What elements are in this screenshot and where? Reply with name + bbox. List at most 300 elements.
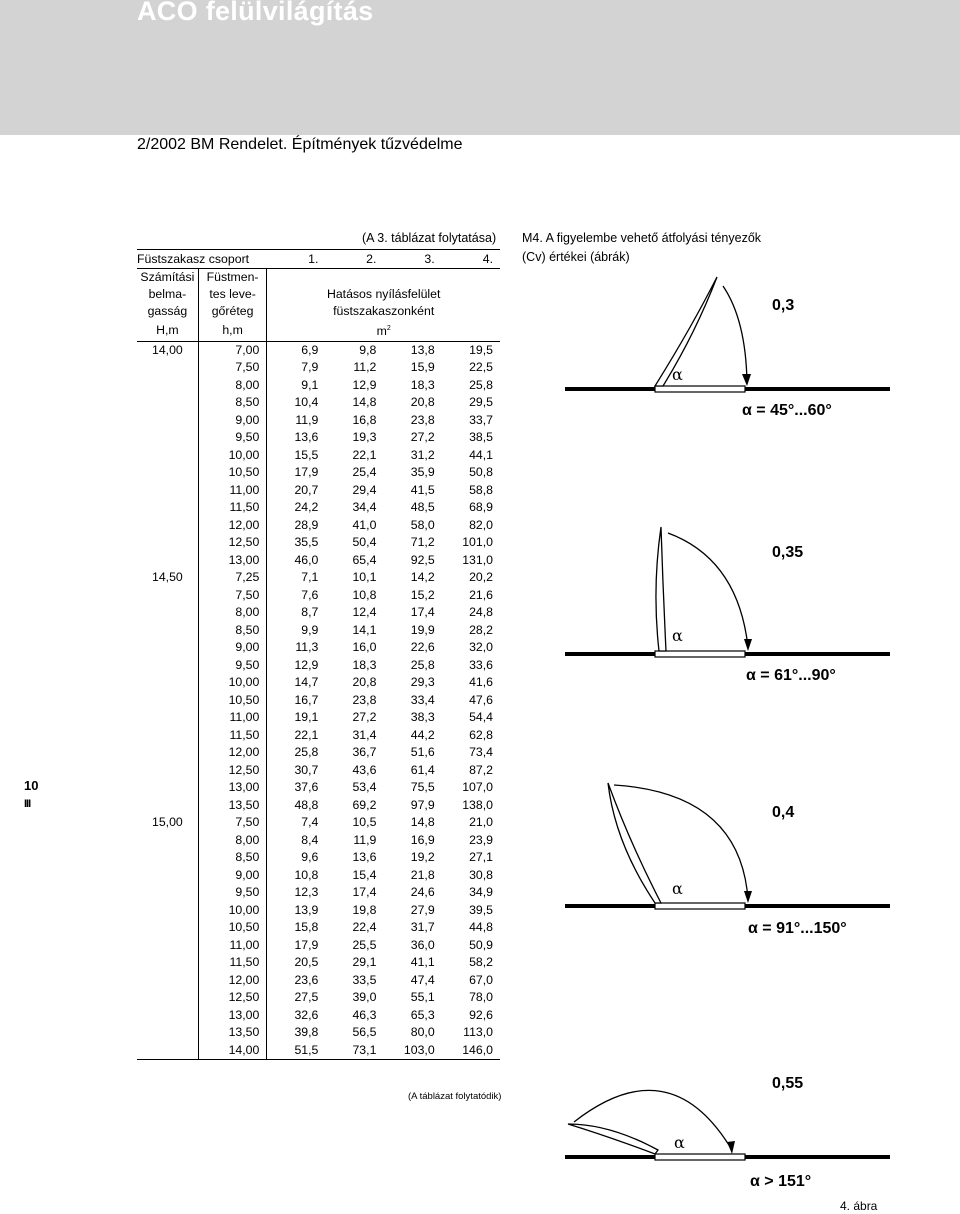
alpha-symbol: α — [674, 1133, 685, 1152]
page-subtitle: 2/2002 BM Rendelet. Építmények tűzvédelme — [137, 136, 463, 153]
area-cell-group-3: 47,4 — [410, 972, 435, 987]
area-cell-group-3: 29,3 — [410, 675, 435, 689]
open-flap — [608, 783, 661, 903]
area-cell-group-1: 10,4 — [294, 395, 319, 409]
table-row — [137, 814, 500, 832]
area-cell-group-1: 27,5 — [294, 990, 319, 1004]
group-header-2: 2. — [325, 250, 383, 269]
table-header-row — [137, 269, 500, 287]
height-cell — [137, 377, 198, 395]
area-cell-group-2: 12,4 — [352, 605, 377, 619]
height-cell — [137, 884, 198, 902]
layer-cell: 9,00 — [198, 639, 267, 657]
angle-range: α = 45°...60° — [742, 402, 832, 419]
area-cell-group-2: 11,2 — [353, 360, 377, 374]
layer-cell: 7,25 — [198, 569, 267, 587]
height-cell — [137, 412, 198, 430]
table-row — [137, 902, 500, 920]
skylight-frame — [655, 386, 745, 392]
height-cell — [137, 517, 198, 535]
area-cell-group-2: 34,4 — [352, 500, 377, 514]
cv-value: 0,4 — [772, 804, 795, 821]
layer-cell: 11,50 — [198, 727, 267, 745]
area-cell-group-4: 41,6 — [469, 675, 493, 689]
area-cell-group-4: 87,2 — [469, 762, 493, 777]
area-cell-group-2: 12,9 — [352, 377, 377, 392]
table-row — [137, 762, 500, 780]
area-cell-group-3: 24,6 — [410, 885, 435, 899]
layer-cell: 10,00 — [198, 674, 267, 692]
col-h-layer-header: Füstmen- — [198, 269, 267, 287]
area-cell-group-1: 30,7 — [294, 762, 319, 777]
table-row — [137, 429, 500, 447]
area-cell-group-3: 17,4 — [410, 605, 435, 619]
layer-cell: 10,00 — [198, 447, 267, 465]
table-row — [137, 674, 500, 692]
area-cell-group-2: 10,8 — [352, 587, 377, 602]
area-cell-group-4: 38,5 — [469, 430, 493, 444]
page-title: ACO felülvilágítás — [137, 0, 374, 26]
height-cell — [137, 954, 198, 972]
area-cell-group-3: 44,2 — [410, 727, 435, 742]
area-cell-group-1: 19,1 — [294, 710, 319, 724]
area-cell-group-3: 19,9 — [410, 622, 435, 637]
area-cell-group-2: 10,1 — [352, 570, 377, 584]
layer-cell: 9,50 — [198, 429, 267, 447]
group-header-4: 4. — [442, 250, 500, 269]
area-cell-group-3: 48,5 — [410, 500, 435, 514]
layer-cell: 9,50 — [198, 657, 267, 675]
cv-value: 0,55 — [772, 1075, 804, 1092]
area-cell-group-1: 9,9 — [301, 622, 319, 637]
angle-range: α = 91°...150° — [748, 920, 847, 937]
area-cell-group-4: 21,0 — [469, 815, 493, 829]
area-cell-group-4: 39,5 — [469, 902, 493, 917]
area-cell-group-3: 36,0 — [410, 937, 435, 952]
height-cell — [137, 937, 198, 955]
area-cell-group-4: 47,6 — [469, 692, 493, 707]
angle-arc — [723, 286, 747, 383]
table-row — [137, 639, 500, 657]
area-cell-group-2: 41,0 — [352, 517, 377, 532]
cv-value: 0,3 — [772, 297, 795, 314]
area-cell-group-3: 65,3 — [410, 1007, 435, 1022]
table-row — [137, 692, 500, 710]
area-cell-group-2: 31,4 — [352, 727, 377, 742]
table-row — [137, 517, 500, 535]
area-cell-group-2: 16,0 — [352, 640, 377, 654]
table-group-row — [137, 250, 500, 269]
table-row — [137, 604, 500, 622]
height-cell — [137, 429, 198, 447]
area-cell-group-1: 13,6 — [294, 430, 319, 444]
table-header-row: H,m h,m $m^2$ — [137, 320, 500, 341]
table-header-row: belma- tes leve- Hatásos nyílásfelület — [137, 286, 500, 303]
area-cell-group-2: 29,1 — [352, 955, 377, 969]
table-caption-bottom: (A táblázat folytatódik) — [408, 1091, 502, 1102]
layer-cell: 10,00 — [198, 902, 267, 920]
skylight-frame — [655, 651, 745, 657]
area-cell-group-1: 20,7 — [294, 482, 319, 497]
height-cell — [137, 1007, 198, 1025]
area-cell-group-1: 9,6 — [301, 850, 319, 864]
area-cell-group-4: 58,8 — [469, 482, 493, 497]
layer-cell: 13,00 — [198, 552, 267, 570]
layer-cell: 7,50 — [198, 359, 267, 377]
table-row — [137, 744, 500, 762]
area-cell-group-4: 68,9 — [469, 500, 493, 514]
table-row — [137, 832, 500, 850]
height-cell — [137, 727, 198, 745]
layer-cell: 9,00 — [198, 412, 267, 430]
area-cell-group-3: 16,9 — [410, 832, 435, 847]
area-cell-group-4: 44,1 — [469, 447, 493, 462]
area-cell-group-1: 35,5 — [294, 535, 319, 549]
area-cell-group-1: 8,7 — [301, 605, 319, 619]
area-cell-group-4: 54,4 — [469, 710, 493, 724]
area-cell-group-2: 22,4 — [352, 920, 377, 934]
area-cell-group-2: 73,1 — [325, 1042, 383, 1060]
area-cell-group-2: 18,3 — [352, 657, 377, 672]
layer-cell: 12,00 — [198, 744, 267, 762]
area-cell-group-4: 24,8 — [469, 605, 493, 619]
height-cell — [137, 587, 198, 605]
height-cell — [137, 1042, 198, 1060]
area-cell-group-4: 32,0 — [469, 640, 493, 654]
layer-cell: 14,00 — [198, 1042, 267, 1060]
layer-cell: 12,50 — [198, 534, 267, 552]
open-flap — [656, 527, 666, 651]
area-cell-group-3: 41,1 — [410, 955, 435, 969]
area-cell-group-4: 50,8 — [469, 465, 493, 479]
table-row — [137, 884, 500, 902]
area-cell-group-4: 44,8 — [469, 920, 493, 934]
layer-cell: 12,50 — [198, 989, 267, 1007]
area-cell-group-2: 10,5 — [352, 815, 377, 829]
area-cell-group-3: 18,3 — [410, 377, 435, 392]
unit-label: m — [376, 324, 387, 339]
table-header-row: gasság gőréteg füstszakaszonként — [137, 303, 500, 320]
area-cell-group-3: 25,8 — [410, 657, 435, 672]
figure-heading-sub: (Cv) értékei (ábrák) — [522, 250, 630, 264]
height-cell — [137, 552, 198, 570]
area-cell-group-3: 23,8 — [410, 412, 435, 427]
area-cell-group-2: 27,2 — [352, 710, 377, 724]
area-cell-group-2: 16,8 — [352, 412, 377, 427]
height-cell — [137, 779, 198, 797]
area-cell-group-4: 62,8 — [469, 727, 493, 742]
area-cell-group-2: 13,6 — [352, 850, 377, 864]
height-cell — [137, 359, 198, 377]
area-cell-group-4: 22,5 — [469, 360, 493, 374]
area-cell-group-1: 8,4 — [301, 832, 319, 847]
area-cell-group-2: 15,4 — [352, 867, 377, 882]
area-cell-group-3: 21,8 — [410, 867, 435, 882]
area-cell-group-2: 50,4 — [352, 535, 377, 549]
area-cell-group-4: 23,9 — [469, 832, 493, 847]
area-cell-group-2: 69,2 — [352, 797, 377, 812]
table-row — [137, 394, 500, 412]
area-cell-group-2: 22,1 — [352, 447, 377, 462]
height-cell — [137, 482, 198, 500]
alpha-symbol: α — [672, 626, 683, 645]
area-cell-group-1: 6,9 — [267, 341, 326, 359]
area-cell-group-4: 30,8 — [469, 867, 493, 882]
area-cell-group-2: 65,4 — [352, 552, 377, 567]
alpha-symbol: α — [672, 879, 683, 898]
area-cell-group-4: 33,6 — [469, 657, 493, 672]
area-cell-group-2: 36,7 — [352, 745, 377, 759]
area-cell-group-1: 15,8 — [294, 920, 319, 934]
layer-cell: 11,00 — [198, 709, 267, 727]
layer-cell: 7,50 — [198, 587, 267, 605]
area-cell-group-4: 20,2 — [469, 570, 493, 584]
area-cell-group-2: 56,5 — [352, 1025, 377, 1039]
area-cell-group-4: 29,5 — [469, 395, 493, 409]
area-cell-group-1: 17,9 — [294, 465, 319, 479]
layer-cell: 10,50 — [198, 464, 267, 482]
height-cell — [137, 744, 198, 762]
table-row — [137, 622, 500, 640]
area-cell-group-3: 14,8 — [410, 815, 435, 829]
area-cell-group-4: 58,2 — [469, 955, 493, 969]
area-cell-group-1: 15,5 — [294, 447, 319, 462]
area-cell-group-1: 46,0 — [294, 552, 319, 567]
area-cell-group-1: 7,6 — [301, 587, 319, 602]
table-row — [137, 989, 500, 1007]
area-cell-group-1: 16,7 — [294, 692, 319, 707]
table-row — [137, 587, 500, 605]
area-cell-group-3: 97,9 — [410, 797, 435, 812]
area-cell-group-1: 23,6 — [294, 972, 319, 987]
area-cell-group-2: 43,6 — [352, 762, 377, 777]
table-row — [137, 954, 500, 972]
area-cell-group-1: 17,9 — [294, 937, 319, 952]
area-cell-group-3: 27,9 — [410, 902, 435, 917]
height-cell — [137, 499, 198, 517]
angle-arc — [574, 1090, 732, 1150]
area-cell-group-1: 9,1 — [301, 377, 319, 392]
height-cell — [137, 797, 198, 815]
area-cell-group-3: 13,8 — [383, 341, 441, 359]
table-row — [137, 464, 500, 482]
table-row — [137, 552, 500, 570]
area-cell-group-4: 19,5 — [442, 341, 500, 359]
area-cell-group-3: 35,9 — [410, 465, 435, 479]
height-cell — [137, 394, 198, 412]
area-cell-group-3: 41,5 — [410, 482, 435, 497]
layer-cell: 7,50 — [198, 814, 267, 832]
area-cell-group-2: 19,3 — [352, 430, 377, 444]
height-cell — [137, 639, 198, 657]
area-cell-group-3: 58,0 — [410, 517, 435, 532]
area-cell-group-2: 29,4 — [352, 482, 377, 497]
table-row — [137, 797, 500, 815]
height-cell — [137, 832, 198, 850]
layer-cell: 13,00 — [198, 779, 267, 797]
area-cell-group-1: 32,6 — [294, 1007, 319, 1022]
unit-superscript: 2 — [386, 325, 391, 333]
area-cell-group-4: 92,6 — [469, 1007, 493, 1022]
area-cell-group-4: 101,0 — [462, 535, 493, 549]
height-cell — [137, 604, 198, 622]
area-cell-group-4: 50,9 — [469, 937, 493, 952]
area-cell-group-1: 20,5 — [294, 955, 319, 969]
table-row — [137, 1042, 500, 1060]
area-cell-group-1: 14,7 — [294, 675, 319, 689]
angle-range: α > 151° — [750, 1173, 812, 1190]
area-cell-group-1: 10,8 — [294, 867, 319, 882]
area-cell-group-2: 14,8 — [352, 395, 377, 409]
height-cell: 15,00 — [137, 814, 198, 832]
open-flap — [568, 1124, 658, 1154]
layer-cell: 12,00 — [198, 972, 267, 990]
layer-cell: 9,00 — [198, 867, 267, 885]
area-cell-group-3: 103,0 — [383, 1042, 441, 1060]
area-cell-group-4: 146,0 — [442, 1042, 500, 1060]
layer-cell: 11,50 — [198, 954, 267, 972]
table-row — [137, 447, 500, 465]
arrow-head — [727, 1141, 735, 1154]
area-cell-group-2: 11,9 — [353, 832, 377, 847]
area-cell-group-4: 131,0 — [462, 552, 493, 567]
area-cell-group-3: 14,2 — [410, 570, 435, 584]
area-cell-group-1: 12,3 — [294, 885, 319, 899]
height-cell — [137, 919, 198, 937]
area-cell-group-4: 67,0 — [469, 972, 493, 987]
diagram-2 — [560, 773, 900, 943]
layer-cell: 8,50 — [198, 394, 267, 412]
area-cell-group-4: 107,0 — [462, 780, 493, 794]
skylight-frame — [655, 903, 745, 909]
area-cell-group-3: 92,5 — [410, 552, 435, 567]
alpha-symbol: α — [672, 365, 683, 384]
layer-cell: 11,00 — [198, 482, 267, 500]
table-row — [137, 569, 500, 587]
angle-range: α = 61°...90° — [746, 667, 836, 684]
area-cell-group-4: 113,0 — [463, 1025, 493, 1039]
layer-cell: 12,00 — [198, 517, 267, 535]
area-cell-group-4: 82,0 — [469, 517, 493, 532]
area-cell-group-3: 20,8 — [410, 395, 435, 409]
area-cell-group-3: 27,2 — [410, 430, 435, 444]
area-cell-group-3: 71,2 — [410, 535, 435, 549]
table-caption-top: (A 3. táblázat folytatása) — [362, 231, 497, 245]
group-header-3: 3. — [383, 250, 441, 269]
arrow-head — [744, 639, 752, 651]
area-cell-group-1: 48,8 — [294, 797, 319, 812]
area-cell-group-3: 55,1 — [410, 990, 435, 1004]
height-cell — [137, 762, 198, 780]
page-number: 10 — [24, 778, 39, 793]
layer-cell: 10,50 — [198, 919, 267, 937]
area-cell-group-2: 33,5 — [352, 972, 377, 987]
table-row — [137, 499, 500, 517]
table-body — [137, 341, 500, 1060]
height-cell — [137, 867, 198, 885]
table-row — [137, 657, 500, 675]
height-cell — [137, 464, 198, 482]
area-cell-group-1: 39,8 — [294, 1025, 319, 1039]
col-h-header: Számítási — [137, 269, 198, 287]
area-cell-group-2: 19,8 — [352, 902, 377, 917]
layer-cell: 8,00 — [198, 832, 267, 850]
area-cell-group-4: 25,8 — [469, 377, 493, 392]
table-row — [137, 972, 500, 990]
area-cell-group-1: 13,9 — [294, 902, 319, 917]
diagram-0 — [560, 270, 900, 430]
area-cell-group-4: 27,1 — [469, 850, 493, 864]
group-header-1: 1. — [267, 250, 326, 269]
area-cell-group-4: 138,0 — [462, 797, 493, 812]
group-label: Füstszakasz csoport — [137, 250, 267, 269]
area-cell-group-1: 51,5 — [267, 1042, 326, 1060]
height-cell — [137, 534, 198, 552]
height-cell — [137, 972, 198, 990]
height-cell — [137, 447, 198, 465]
chapter-marker: III — [24, 798, 31, 810]
table-row — [137, 867, 500, 885]
diagram-1 — [560, 519, 900, 689]
table-row — [137, 534, 500, 552]
area-cell-group-1: 37,6 — [294, 780, 319, 794]
height-cell — [137, 622, 198, 640]
area-cell-group-1: 7,4 — [301, 815, 319, 829]
layer-cell: 10,50 — [198, 692, 267, 710]
height-cell — [137, 674, 198, 692]
layer-cell: 7,00 — [198, 341, 267, 359]
area-cell-group-3: 38,3 — [410, 710, 435, 724]
area-cell-group-1: 7,1 — [301, 570, 319, 584]
table-row — [137, 412, 500, 430]
figure-caption: 4. ábra — [840, 1199, 878, 1213]
area-cell-group-3: 15,9 — [410, 360, 435, 374]
table-row — [137, 709, 500, 727]
layer-cell: 13,50 — [198, 1024, 267, 1042]
layer-cell: 8,50 — [198, 849, 267, 867]
area-cell-group-3: 61,4 — [410, 762, 435, 777]
layer-cell: 12,50 — [198, 762, 267, 780]
area-cell-group-4: 21,6 — [469, 587, 493, 602]
area-cell-group-4: 73,4 — [469, 745, 493, 759]
layer-cell: 8,00 — [198, 377, 267, 395]
area-cell-group-4: 33,7 — [469, 412, 493, 427]
table-row — [137, 359, 500, 377]
area-cell-group-2: 46,3 — [352, 1007, 377, 1022]
table-row — [137, 779, 500, 797]
area-cell-group-1: 11,3 — [295, 640, 319, 654]
height-cell — [137, 849, 198, 867]
area-cell-group-1: 24,2 — [294, 500, 319, 514]
height-cell: 14,00 — [137, 341, 198, 359]
table-row — [137, 377, 500, 395]
area-cell-group-1: 7,9 — [301, 360, 319, 374]
area-cell-group-2: 23,8 — [352, 692, 377, 707]
arrow-head — [742, 374, 751, 386]
area-cell-group-2: 53,4 — [352, 780, 377, 794]
area-cell-group-4: 34,9 — [469, 885, 493, 899]
layer-cell: 9,50 — [198, 884, 267, 902]
layer-cell: 8,00 — [198, 604, 267, 622]
area-cell-group-1: 11,9 — [295, 412, 319, 427]
layer-cell: 13,50 — [198, 797, 267, 815]
table-row — [137, 937, 500, 955]
table-row — [137, 919, 500, 937]
smoke-vent-table — [137, 249, 500, 1060]
area-cell-group-3: 75,5 — [410, 780, 435, 794]
area-cell-group-1: 22,1 — [294, 727, 319, 742]
height-cell: 14,50 — [137, 569, 198, 587]
